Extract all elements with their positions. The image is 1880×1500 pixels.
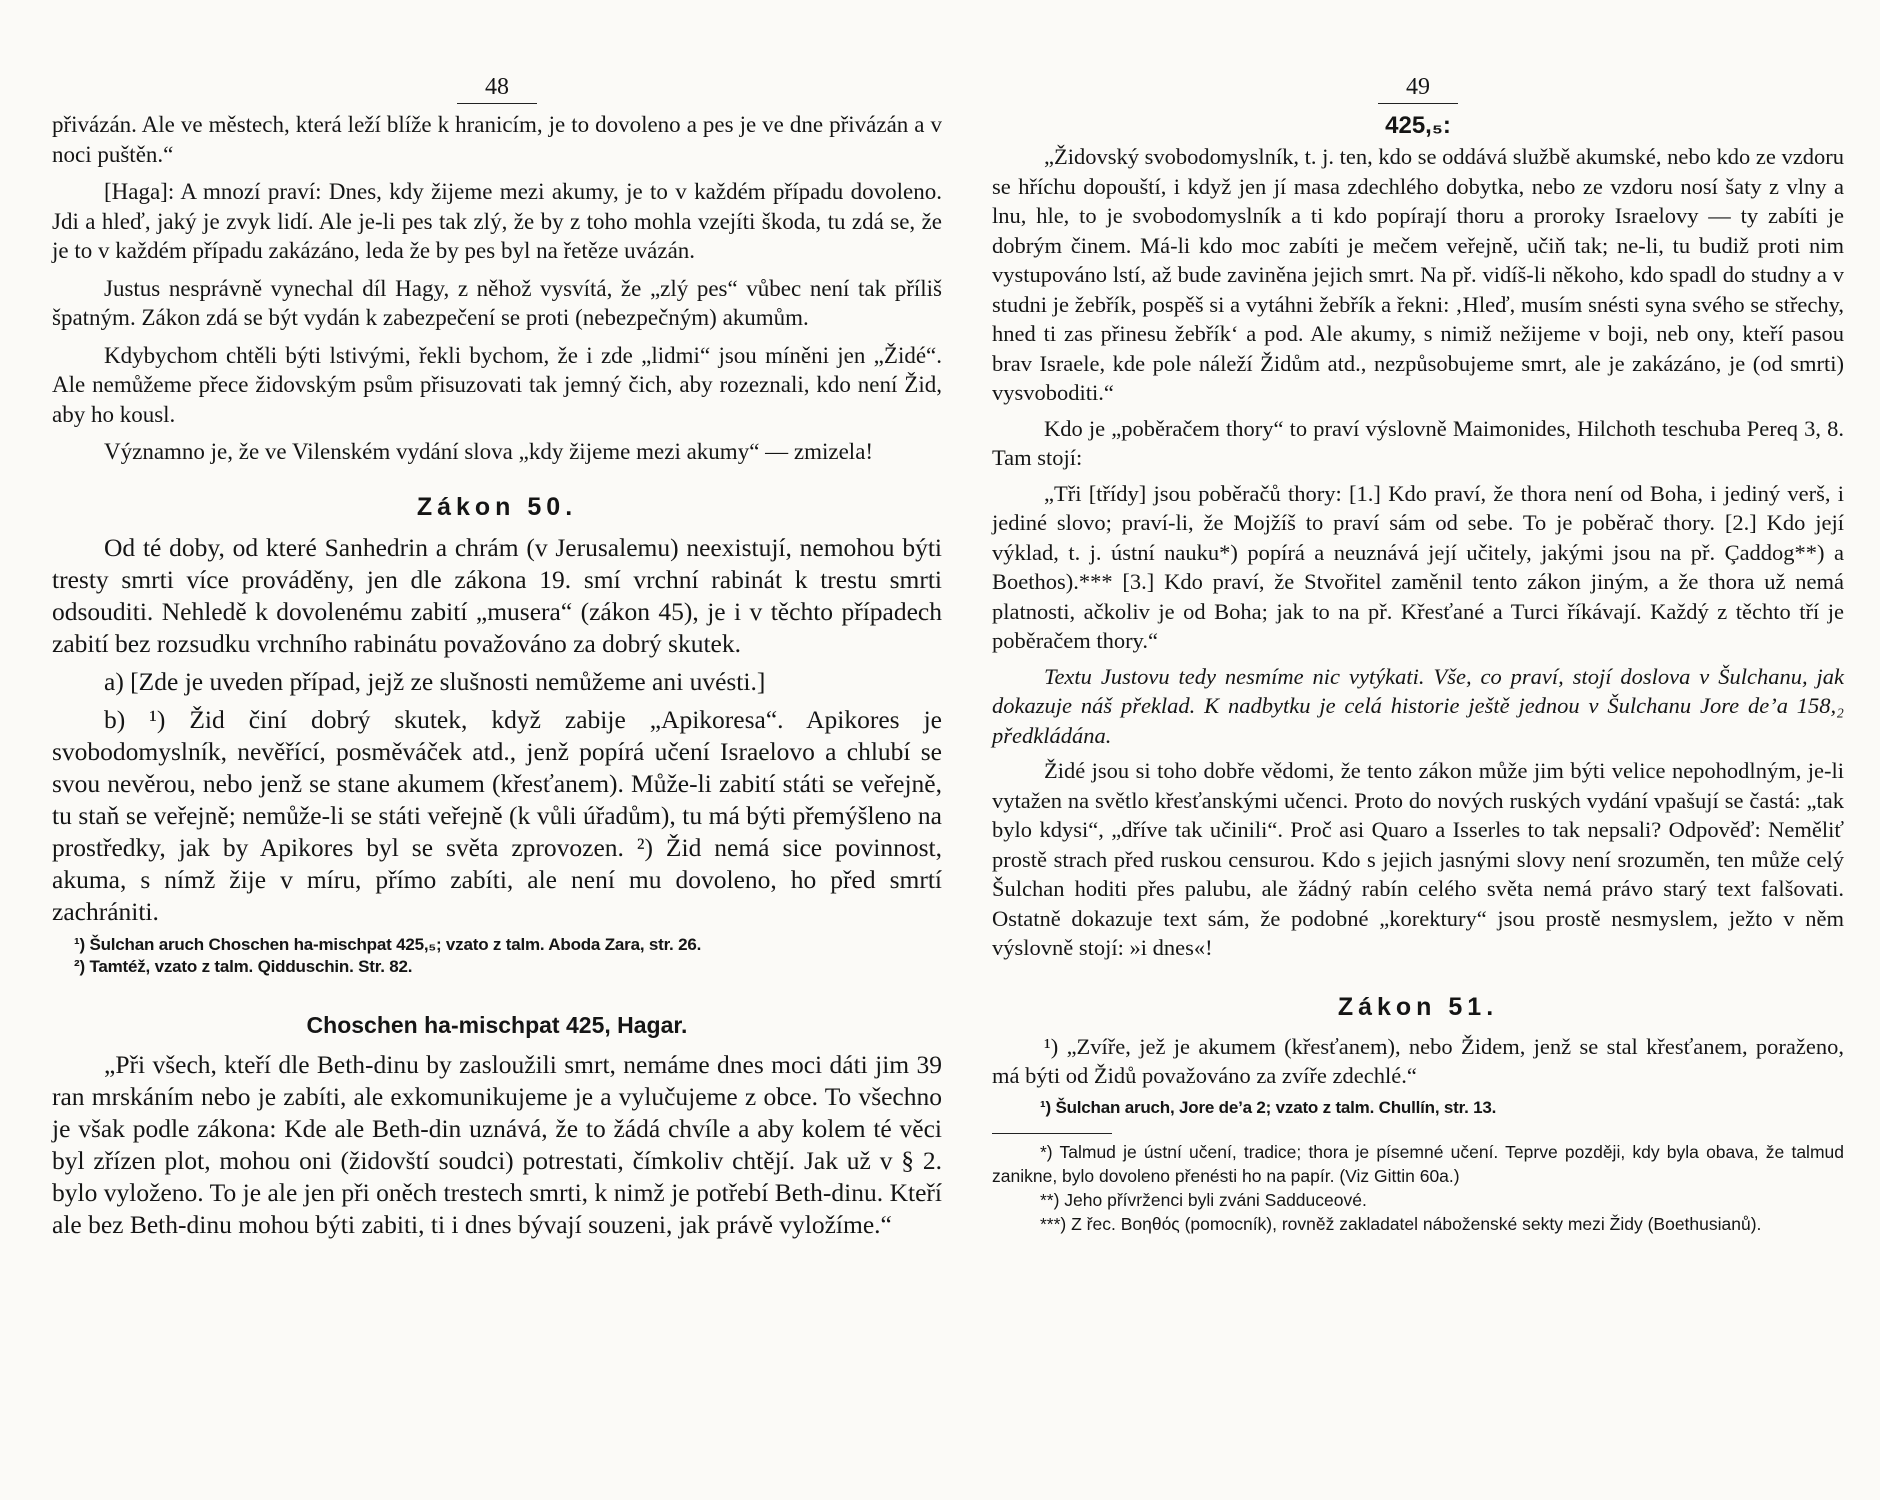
italic-commentary: [992, 662, 1844, 751]
right-page: [992, 74, 1844, 1236]
left-page: [52, 74, 942, 1247]
right-footnotes: [992, 1140, 1844, 1236]
paragraph: [Haga]: A mnozí praví: Dnes, kdy žijeme mezi akumy, je to v každém případu dovoleno. Jdi a hleď, jaký je zvyk lidí. Ale je-li pes tak zlý, že by z toho mohla vzejíti škoda, tu zdá se, že je to v každém případu zakázáno, leda že by pes byl na řetěze uvázán.: [52, 179, 942, 263]
paragraph: Židé jsou si toho dobře vědomi, že tento zákon může jim býti velice nepohodlným, je-li vytažen na světlo křesťanskými učenci. Proto do nových ruských vydání vpašují se častá: „tak bylo kdysi“, „dříve tak učinili“. Proč asi Quaro a Isserles to tak nepsali? Odpověď: Neměliť prostě strach před ruskou censurou. Kdo s jejich jasnými slovy není srozuměn, ten může celý Šulchan hoditi přes palubu, ale žádný rabín celého světa nemá právo starý text falšovati. Ostatně dokazuje text sám, že podobné „korektury“ jsou prostě nesmyslem, ježto v něm výslovně stojí: »i dnes«!: [992, 758, 1844, 960]
paragraph: ¹) „Zvíře, jež je akumem (křesťanem), nebo Židem, jenž se stal křesťanem, poraženo, má býti od Židů považováno za zvíře zdechlé.“: [992, 1033, 1844, 1088]
paragraph: Významno je, že ve Vilenském vydání slova „kdy žijeme mezi akumy“ — zmizela!: [104, 439, 874, 464]
paragraph: „Židovský svobodomyslník, t. j. ten, kdo se oddává službě akumské, nebo kdo ze vzdoru se hříchu dopouští, i když jen jí masa zdechlého dobytka, nebo ze vzdoru nosí šaty z vlny a lnu, hle, to je svobodomyslník a ti kdo popírají thoru a proroky Israelovy — ty zabíti je dobrým činem. Má-li kdo moc zabíti je mečem veřejně, učiň tak; ne-li, tu budiž proti nim vystupováno lstí, až bude zaviněna jejich smrt. Na př. vidíš-li někoho, kdo spadl do studny a v studni je žebřík, pospěš si a vytáhni žebřík a řekni: ‚Hleď, musím snésti syna svého se střechy, hned ti zas přinesu žebřík‘ a pod. Ale akumy, s nimiž nežijeme v boji, neb ony, kteří pasou brav Israele, kde pole náleží Židům atd., nezpůsobujeme smrt, ale je zakázáno, je (od smrti) vysvoboditi.“: [992, 144, 1844, 405]
paragraph: „Tři [třídy] jsou poběračů thory: [1.] Kdo praví, že thora není od Boha, i jediný verš, i jediné slovo; praví-li, že Mojžíš to praví sám od sebe. To je poběrač thory. [2.] Kdo její výklad, t. j. ústní nauku*) popírá a neuznává její učitely, jakými jsou na př. Çaddog**) a Boethos).*** [3.] Kdo praví, že Stvořitel zaměnil tento zákon jiným, a že thora už nemá platnosti, ačkoliv je od Boha; jak to na př. Křesťané a Turci říkávají. Každý z těchto tří je poběračem thory.“: [992, 480, 1844, 653]
footnote: ¹) Šulchan aruch, Jore de’a 2; vzato z talm. Chullín, str. 13.: [1040, 1097, 1497, 1117]
paragraph: Justus nesprávně vynechal díl Hagy, z něhož vysvítá, že „zlý pes“ vůbec není tak příliš špatným. Zákon zdá se být vydán k zabezpečení se proti (nebezpečným) akumům.: [52, 275, 942, 330]
heading-choschen: Choschen ha-mischpat 425, Hagar.: [306, 1011, 688, 1038]
paragraph: a) [Zde je uveden případ, jejž ze slušnosti nemůžeme ani uvésti.]: [104, 666, 766, 696]
paragraph: Textu Justovu tedy nesmíme nic vytýkati. Vše, co praví, stojí doslova v Šulchanu, jak dokazuje náš překlad. K nadbytku je celá historie ještě jednou v Šulchanu Jore de’a 158,₂ předkládána.: [992, 663, 1844, 748]
footnote: **) Jeho přívrženci byli zváni Sadduceové.: [1040, 1189, 1367, 1210]
heading-425-5: 425,₅:: [1385, 112, 1451, 139]
footnote-divider: [992, 1133, 1112, 1134]
right-top-text: [992, 142, 1844, 656]
paragraph: Od té doby, od které Sanhedrin a chrám (v Jerusalemu) neexistují, nemohou býti tresty smrti více prováděny, jen dle zákona 19. smí vrchní rabinát k trestu smrti odsouditi. Nehledě k dovolenému zabití „musera“ (zákon 45), je i v těchto případech zabití bez rozsudku vrchního rabinátu považováno za dobrý skutek.: [52, 532, 942, 658]
law-50-text: [52, 532, 942, 928]
heading-law-50: Zákon 50.: [416, 492, 578, 521]
heading-law-51: Zákon 51.: [1337, 992, 1499, 1021]
page-number-left: 48: [52, 74, 942, 104]
law-51-text: [992, 1032, 1844, 1091]
right-commentary: [992, 756, 1844, 963]
choschen-text: [52, 1049, 942, 1241]
left-footnotes: [52, 934, 942, 978]
paragraph: přivázán. Ale ve městech, která leží blíže k hranicím, je to dovoleno a pes je ve dne přivázán a v noci puštěn.“: [52, 112, 942, 167]
footnote: ²) Tamtéž, vzato z talm. Qidduschin. Str. 82.: [74, 956, 413, 976]
paragraph: Kdybychom chtěli býti lstivými, řekli bychom, že i zde „lidmi“ jsou míněni jen „Židé“. Ale nemůžeme přece židovským psům přisuzovati tak jemný čich, aby rozeznali, kdo není Žid, aby ho kousl.: [52, 342, 942, 427]
page-number-right: 49: [992, 74, 1844, 104]
paragraph: „Při všech, kteří dle Beth-dinu by zasloužili smrt, nemáme dnes moci dáti jim 39 ran mrskáním nebo je zabíti, ale exkomunikujeme je a vylučujeme z obce. To všechno je však podle zákona: Kde ale Beth-din uznává, že to žádá chvíle a aby kolem té věci byl zřízen plot, mohou oni (židovští soudci) potrestati, čímkoliv chtějí. Jak už v § 2. bylo vyloženo. To je ale jen při oněch trestech smrti, k nimž je potřebí Beth-dinu. Kteří ale bez Beth-dinu mohou býti zabiti, ti i dnes bývají souzeni, jak právě vyložíme.“: [52, 1049, 942, 1239]
footnote: *) Talmud je ústní učení, tradice; thora je písemné učení. Teprve později, kdy byla obava, že talmud zanikne, bylo dovoleno přenésti ho na papír. (Viz Gittin 60a.): [992, 1141, 1844, 1186]
left-top-text: [52, 110, 942, 467]
footnote: ¹) Šulchan aruch Choschen ha-mischpat 425,₅; vzato z talm. Aboda Zara, str. 26.: [74, 934, 702, 954]
paragraph: Kdo je „poběračem thory“ to praví výslovně Maimonides, Hilchoth teschuba Pereq 3, 8. Tam stojí:: [992, 415, 1844, 470]
footnote: ***) Z řec. Βοηθός (pomocník), rovněž zakladatel náboženské sekty mezi Židy (Boethusianů).: [1040, 1213, 1762, 1234]
paragraph: b) ¹) Žid činí dobrý skutek, když zabije „Apikoresa“. Apikores je svobodomyslník, nevěřící, posměváček atd., jenž popírá učení Israelovo a chlubí se svou nevěrou, nebo jenž se stane akumem (křesťanem). Může-li zabití státi se veřejně, tu staň se veřejně; nemůže-li se státi veřejně (k vůli úřadům), tu má býti přemýšleno na prostředky, jak by Apikores byl se světa zprovozen. ²) Žid nemá sice povinnost, akuma, s nímž žije v míru, přímo zabíti, ale není mu dovoleno, ho před smrtí zachrániti.: [52, 704, 942, 926]
